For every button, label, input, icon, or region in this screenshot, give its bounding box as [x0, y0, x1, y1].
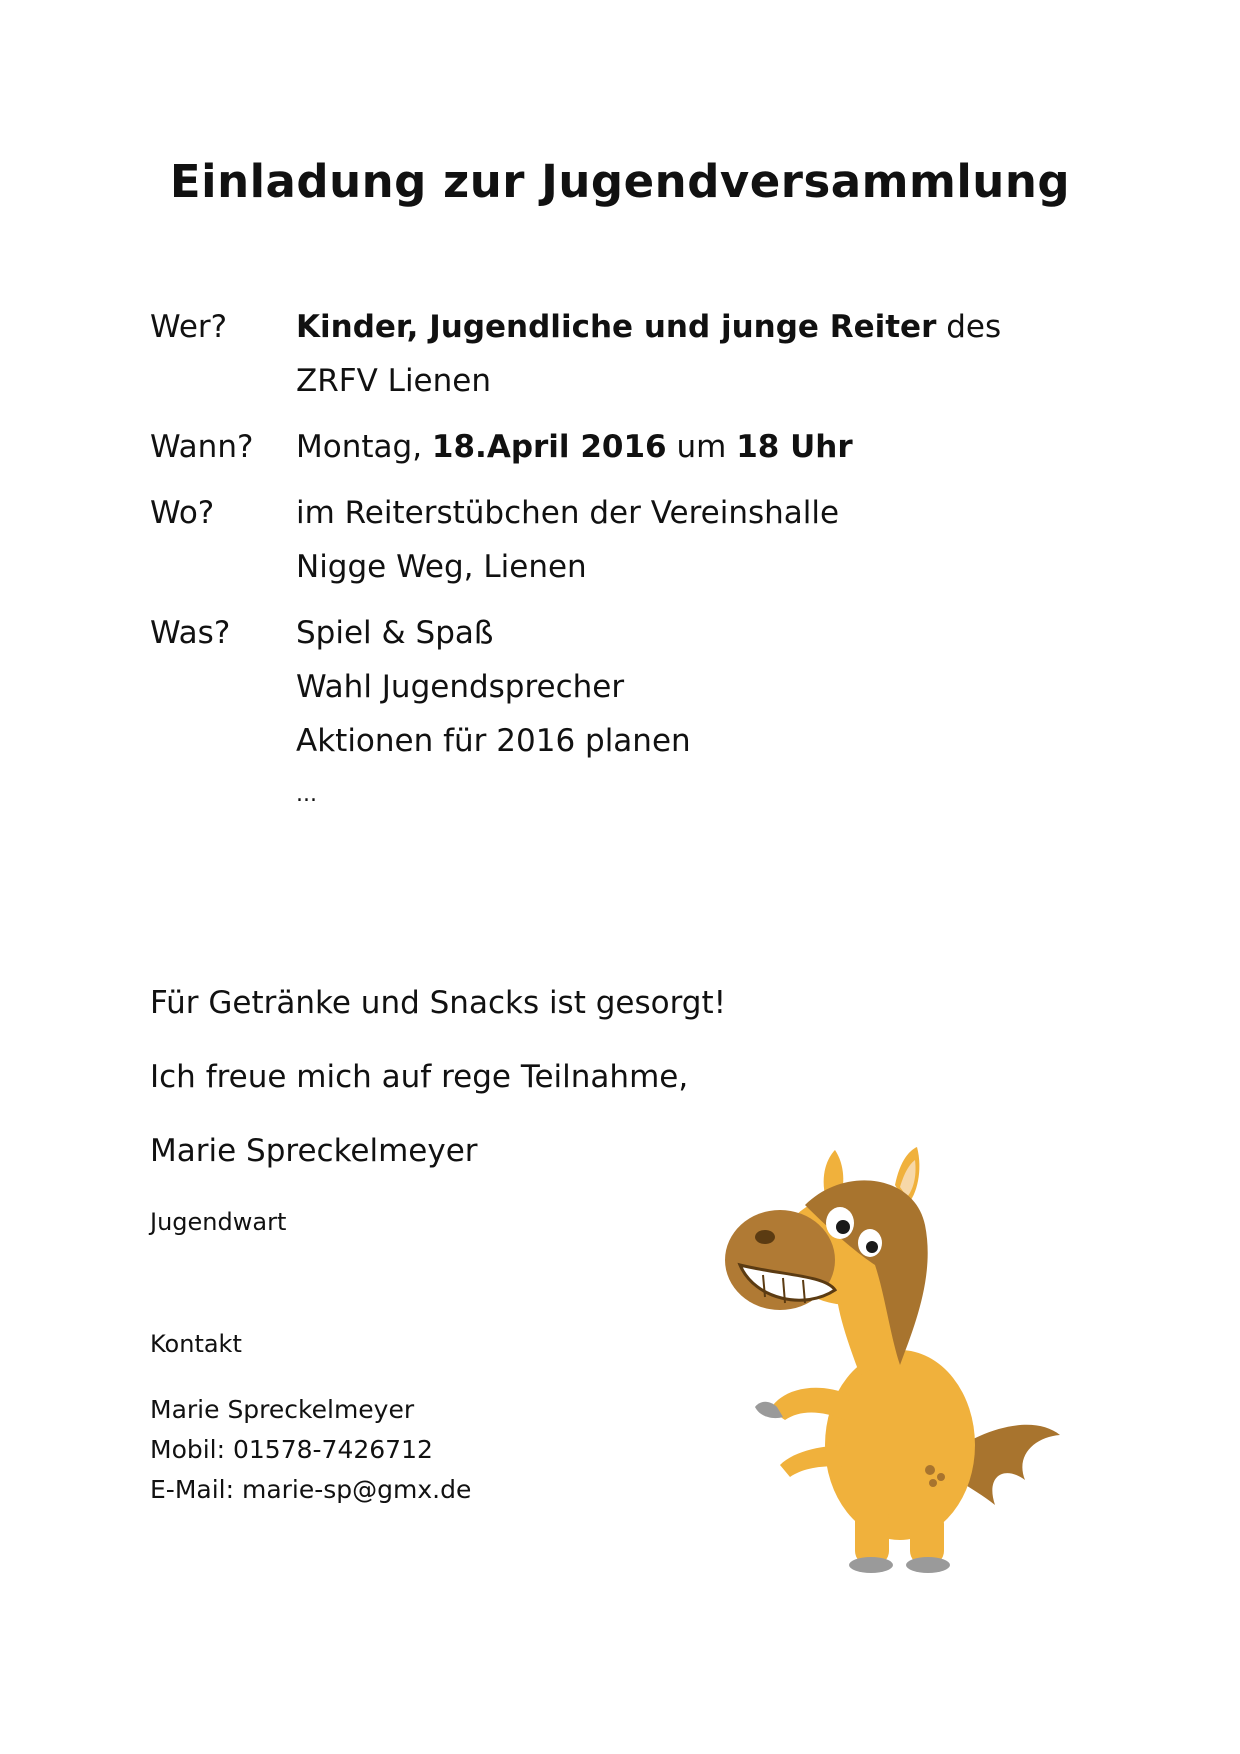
where-label: Wo?: [150, 495, 215, 531]
when-value: [296, 420, 853, 474]
greeting: Ich freue mich auf rege Teilnahme,: [150, 1059, 689, 1095]
when-date: 18.April 2016: [431, 429, 667, 465]
when-day: Montag,: [296, 429, 432, 465]
what-label: Was?: [150, 615, 231, 651]
where-venue: im Reiterstübchen der Vereinshalle: [296, 495, 840, 531]
signature-role: Jugendwart: [150, 1208, 287, 1236]
signature-name: Marie Spreckelmeyer: [150, 1133, 478, 1169]
when-um: um: [666, 429, 737, 465]
who-label: Wer?: [150, 309, 228, 345]
agenda-ellipsis: ...: [296, 782, 317, 807]
agenda-item: Spiel & Spaß: [296, 615, 494, 651]
where-address: Nigge Weg, Lienen: [296, 549, 587, 585]
agenda-item: Aktionen für 2016 planen: [296, 723, 691, 759]
contact-block: [150, 1390, 471, 1510]
contact-mobile: Mobil: 01578-7426712: [150, 1435, 433, 1464]
contact-heading: Kontakt: [150, 1330, 242, 1358]
when-label: Wann?: [150, 429, 254, 465]
who-des: des: [936, 309, 1002, 345]
cartoon-pony-icon: [685, 1125, 1115, 1575]
agenda-item: Wahl Jugendsprecher: [296, 669, 625, 705]
contact-name: Marie Spreckelmeyer: [150, 1395, 415, 1424]
contact-email: E-Mail: marie-sp@gmx.de: [150, 1475, 472, 1504]
who-club: ZRFV Lienen: [296, 363, 491, 399]
page-title: Einladung zur Jugendversammlung: [169, 155, 1071, 208]
when-time: 18 Uhr: [736, 429, 853, 465]
who-audience: Kinder, Jugendliche und junge Reiter: [296, 309, 937, 345]
who-value: [296, 300, 1001, 354]
snacks-note: Für Getränke und Snacks ist gesorgt!: [150, 985, 727, 1021]
